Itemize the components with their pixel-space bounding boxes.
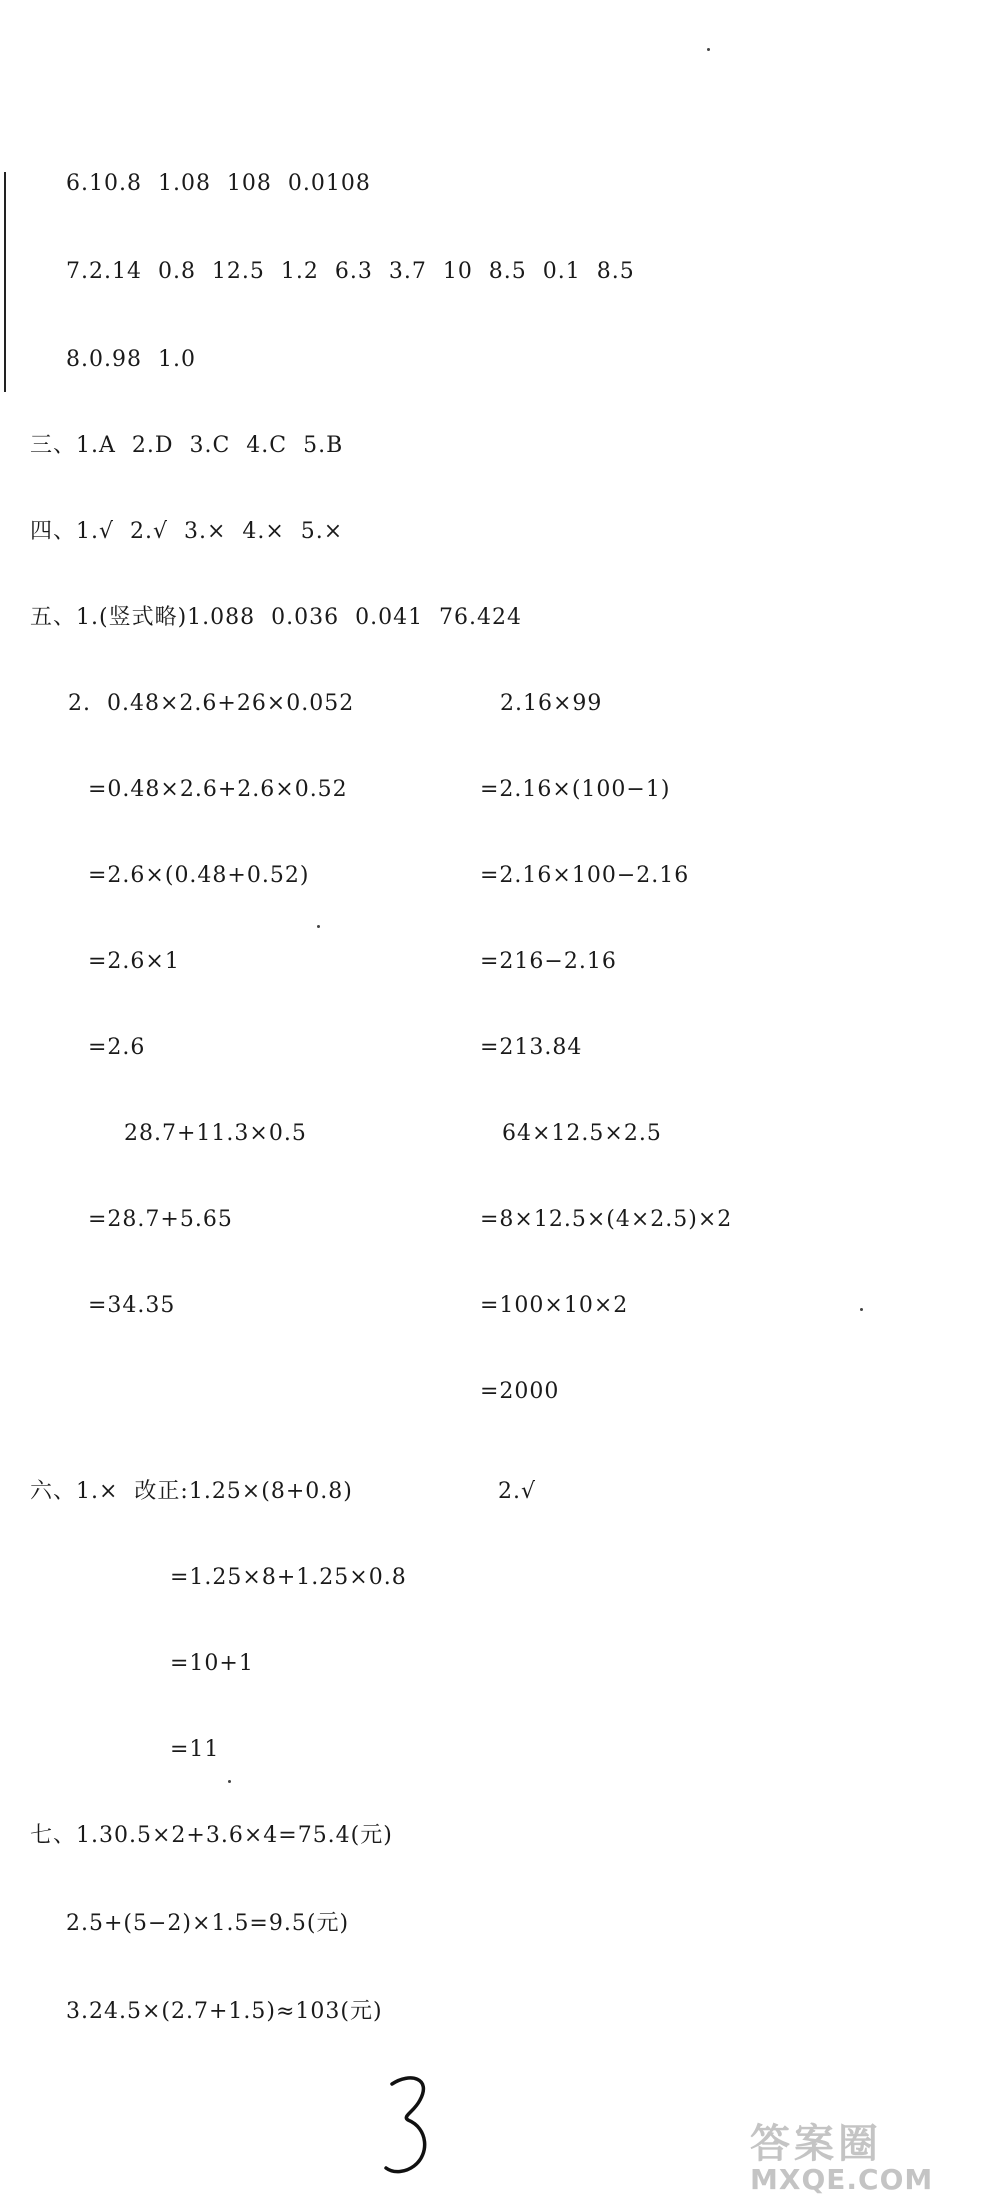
scan-speck	[228, 1780, 231, 1783]
section-6-line-2: =1.25×8+1.25×0.8	[170, 1565, 407, 1590]
calc-c-line-1: 28.7+11.3×0.5	[124, 1121, 307, 1146]
calc-d-line-1: 64×12.5×2.5	[502, 1121, 662, 1146]
calc-b-line-5: =213.84	[480, 1035, 583, 1060]
watermark	[750, 2121, 990, 2196]
calc-a-line-1: 2. 0.48×2.6+26×0.052	[68, 691, 355, 716]
calc-a-line-3: =2.6×(0.48+0.52)	[88, 863, 310, 888]
calc-c-line-3: =34.35	[88, 1293, 176, 1318]
calc-a-line-2: =0.48×2.6+2.6×0.52	[88, 777, 348, 802]
calc-b-line-2: =2.16×(100−1)	[480, 777, 671, 802]
section-7-answer-3: 3.24.5×(2.7+1.5)≈103(元)	[66, 1999, 383, 2024]
section-6-line-3: =10+1	[170, 1651, 254, 1676]
section-6-answer-2: 2.√	[498, 1479, 537, 1504]
answer-line-6: 6.10.8 1.08 108 0.0108	[66, 171, 371, 196]
calc-a-line-4: =2.6×1	[88, 949, 180, 974]
watermark-logo: 答案圈	[750, 2121, 882, 2167]
scan-speck	[860, 1308, 863, 1311]
section-6-answer-1: 六、1.× 改正:1.25×(8+0.8)	[30, 1479, 353, 1504]
calc-b-line-3: =2.16×100−2.16	[480, 863, 690, 888]
calc-d-line-2: =8×12.5×(4×2.5)×2	[480, 1207, 733, 1232]
section-7-answer-1: 七、1.30.5×2+3.6×4=75.4(元)	[30, 1823, 393, 1848]
calc-a-line-5: =2.6	[88, 1035, 146, 1060]
section-4-answers: 四、1.√ 2.√ 3.× 4.× 5.×	[30, 519, 344, 544]
margin-rule	[4, 172, 6, 392]
calc-b-line-1: 2.16×99	[500, 691, 603, 716]
calc-d-line-3: =100×10×2	[480, 1293, 629, 1318]
section-3-answers: 三、1.A 2.D 3.C 4.C 5.B	[30, 433, 344, 458]
calc-b-line-4: =216−2.16	[480, 949, 617, 974]
scan-speck	[317, 925, 320, 928]
watermark-url: MXQE.COM	[750, 2163, 934, 2196]
section-5-answers: 五、1.(竖式略)1.088 0.036 0.041 76.424	[30, 605, 523, 630]
handwritten-page-number	[380, 2070, 440, 2180]
calc-d-line-4: =2000	[480, 1379, 560, 1404]
calc-c-line-2: =28.7+5.65	[88, 1207, 233, 1232]
section-7-answer-2: 2.5+(5−2)×1.5=9.5(元)	[66, 1911, 350, 1936]
answer-line-7: 7.2.14 0.8 12.5 1.2 6.3 3.7 10 8.5 0.1 8.5	[66, 259, 635, 284]
scan-speck	[707, 48, 710, 51]
answer-line-8: 8.0.98 1.0	[66, 347, 196, 372]
section-6-line-4: =11	[170, 1737, 220, 1762]
